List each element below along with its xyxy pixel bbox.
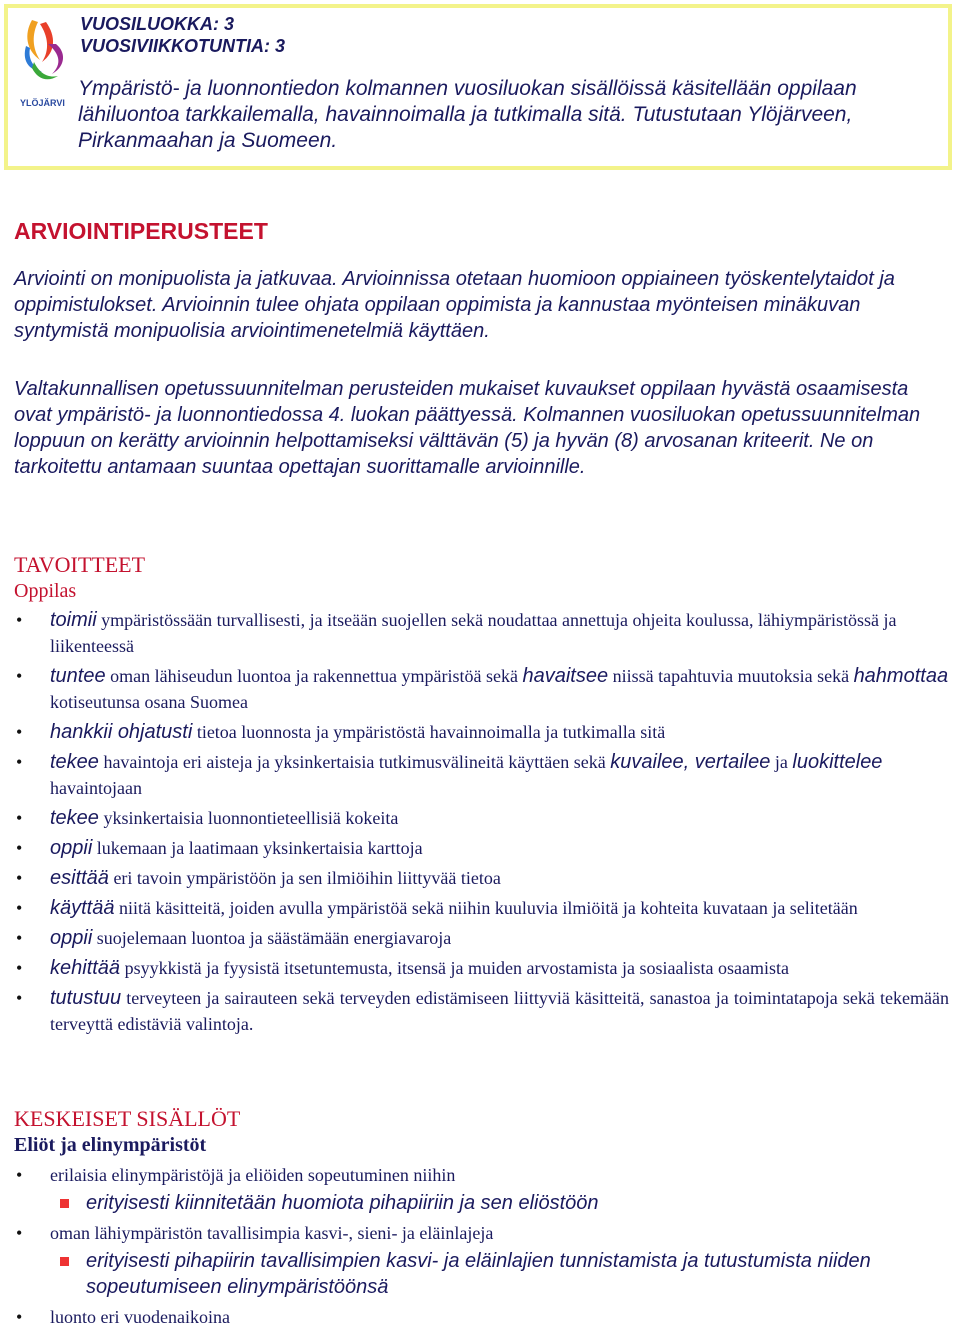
- ylojarvi-logo: [18, 16, 70, 116]
- bullet-icon: •: [16, 666, 23, 686]
- bullet-icon: •: [16, 808, 23, 828]
- content-item-text: erilaisia elinympäristöjä ja eliöiden sopeutuminen niihin: [50, 1165, 456, 1185]
- goal-item: [14, 895, 949, 921]
- content-item: [14, 1220, 949, 1300]
- goal-item: [14, 925, 949, 951]
- goal-text: suojelemaan luontoa ja säästämään energiavaroja: [92, 928, 452, 948]
- content-subitem-text: erityisesti pihapiirin tavallisimpien kasvi- ja eläinlajien tunnistamista ja tutustumista niiden sopeutumiseen elinympäristöönsä: [86, 1250, 871, 1298]
- goal-text: ympäristössään turvallisesti, ja itseään suojellen sekä noudattaa annettuja ohjeita koulussa, lähiympäristössä ja liikenteessä: [50, 610, 897, 656]
- content-subitem: [50, 1190, 949, 1216]
- goal-item: [14, 835, 949, 861]
- content-item-text: luonto eri vuodenaikoina: [50, 1307, 230, 1327]
- goal-verb: oppii: [50, 927, 93, 949]
- content-item-text: oman lähiympäristön tavallisimpia kasvi-, sieni- ja eläinlajeja: [50, 1223, 494, 1243]
- goal-item: [14, 955, 949, 981]
- goal-text: eri tavoin ympäristöön ja sen ilmiöihin liittyvää tietoa: [108, 868, 501, 888]
- goal-item: [14, 607, 949, 659]
- square-bullet-icon: [60, 1199, 69, 1208]
- goal-text: oman lähiseudun luontoa ja rakennettua ympäristöä sekä: [105, 666, 523, 686]
- goal-text: havaintojaan: [50, 778, 142, 798]
- goal-text: ja: [770, 752, 793, 772]
- goals-subject: Oppilas: [14, 580, 77, 602]
- goal-item: [14, 985, 949, 1037]
- goal-verb: kuvailee, vertailee: [610, 751, 771, 773]
- goal-verb: havaitsee: [522, 665, 609, 687]
- content-subitem: [50, 1248, 949, 1300]
- contents-title: KESKEISET SISÄLLÖT: [14, 1106, 241, 1131]
- goal-item: [14, 663, 949, 715]
- goal-verb: luokittelee: [792, 751, 883, 773]
- goals-list: [14, 607, 949, 1041]
- goal-text: tietoa luonnosta ja ympäristöstä havainnoimalla ja tutkimalla sitä: [192, 722, 666, 742]
- goal-verb: esittää: [50, 867, 109, 889]
- goal-verb: tutustuu: [50, 987, 122, 1009]
- goal-item: [14, 805, 949, 831]
- bullet-icon: •: [16, 752, 23, 772]
- bullet-icon: •: [16, 1223, 23, 1243]
- goal-verb: toimii: [50, 609, 97, 631]
- goal-verb: oppii: [50, 837, 93, 859]
- goal-item: [14, 865, 949, 891]
- goal-verb: tuntee: [50, 665, 106, 687]
- bullet-icon: •: [16, 722, 23, 742]
- intro-text: Ympäristö- ja luonnontiedon kolmannen vuosiluokan sisällöissä käsitellään oppilaan lähiluontoa tarkkailemalla, havainnoimalla ja tutkimalla sitä. Tutustutaan Ylöjärveen, Pirkanmaahan ja Suomeen.: [78, 77, 857, 152]
- goal-text: yksinkertaisia luonnontieteellisiä kokeita: [98, 808, 399, 828]
- goal-verb: kehittää: [50, 957, 121, 979]
- bullet-icon: •: [16, 610, 23, 630]
- goal-text: havaintoja eri aisteja ja yksinkertaisia tutkimusvälineitä käyttäen sekä: [98, 752, 611, 772]
- bullet-icon: •: [16, 838, 23, 858]
- goal-verb: hahmottaa: [853, 665, 949, 687]
- goal-verb: tekee: [50, 807, 99, 829]
- goal-text: lukemaan ja laatimaan yksinkertaisia karttoja: [92, 838, 423, 858]
- goal-item: [14, 749, 949, 801]
- content-subitem-text: erityisesti kiinnitetään huomiota pihapiiriin ja sen eliöstöön: [86, 1192, 599, 1214]
- weekly-hours-label: VUOSIVIIKKOTUNTIA: 3: [80, 36, 286, 56]
- goal-text: kotiseutunsa osana Suomea: [50, 692, 248, 712]
- header-box: [4, 4, 952, 170]
- goal-text: niissä tapahtuvia muutoksia sekä: [608, 666, 854, 686]
- assessment-paragraph-1: Arviointi on monipuolista ja jatkuvaa. Arvioinnissa otetaan huomioon oppiaineen työskentelytaidot ja oppimistulokset. Arvioinnin tulee ohjata oppilaan oppimista ja kannustaa myönteisen minäkuvan syntymistä monipuolisia arviointimenetelmiä käyttäen.: [14, 268, 895, 342]
- assessment-paragraph-2: Valtakunnallisen opetussuunnitelman perusteiden mukaiset kuvaukset oppilaan hyvästä osaamisesta ovat ympäristö- ja luonnontiedossa 4. luokan päättyessä. Kolmannen vuosiluokan opetussuunnitelman loppuun on kerätty arvioinnin helpottamiseksi välttävän (5) ja hyvän (8) arvosanan kriteerit. Ne on tarkoitettu antamaan suuntaa opettajan suorittamalle arvioinnille.: [14, 378, 921, 478]
- goal-text: psyykkistä ja fyysistä itsetuntemusta, itsensä ja muiden arvostamista ja sosiaalista osaamista: [120, 958, 789, 978]
- bullet-icon: •: [16, 1307, 23, 1327]
- bullet-icon: •: [16, 928, 23, 948]
- goal-text: niitä käsitteitä, joiden avulla ympäristöä sekä niihin kuuluvia ilmiöitä ja kohteita kuvataan ja selitetään: [114, 898, 858, 918]
- svg-text:YLÖJÄRVI: YLÖJÄRVI: [20, 98, 65, 108]
- goal-verb: hankkii ohjatusti: [50, 721, 193, 743]
- bullet-icon: •: [16, 988, 23, 1008]
- bullet-icon: •: [16, 1165, 23, 1185]
- content-item: [14, 1162, 949, 1216]
- contents-subtitle: Eliöt ja elinympäristöt: [14, 1134, 207, 1156]
- goal-verb: käyttää: [50, 897, 115, 919]
- bullet-icon: •: [16, 868, 23, 888]
- goals-title: TAVOITTEET: [14, 552, 146, 577]
- assessment-title: ARVIOINTIPERUSTEET: [14, 218, 268, 244]
- bullet-icon: •: [16, 958, 23, 978]
- contents-list: [14, 1162, 949, 1330]
- content-item: [14, 1304, 949, 1330]
- grade-label: VUOSILUOKKA: 3: [80, 14, 235, 34]
- square-bullet-icon: [60, 1257, 69, 1266]
- goal-text: terveyteen ja sairauteen sekä terveyden edistämiseen liittyviä käsitteitä, sanastoa ja toimintatapoja sekä tekemään terveyttä edistäviä valintoja.: [50, 988, 949, 1034]
- goal-item: [14, 719, 949, 745]
- goal-verb: tekee: [50, 751, 99, 773]
- bullet-icon: •: [16, 898, 23, 918]
